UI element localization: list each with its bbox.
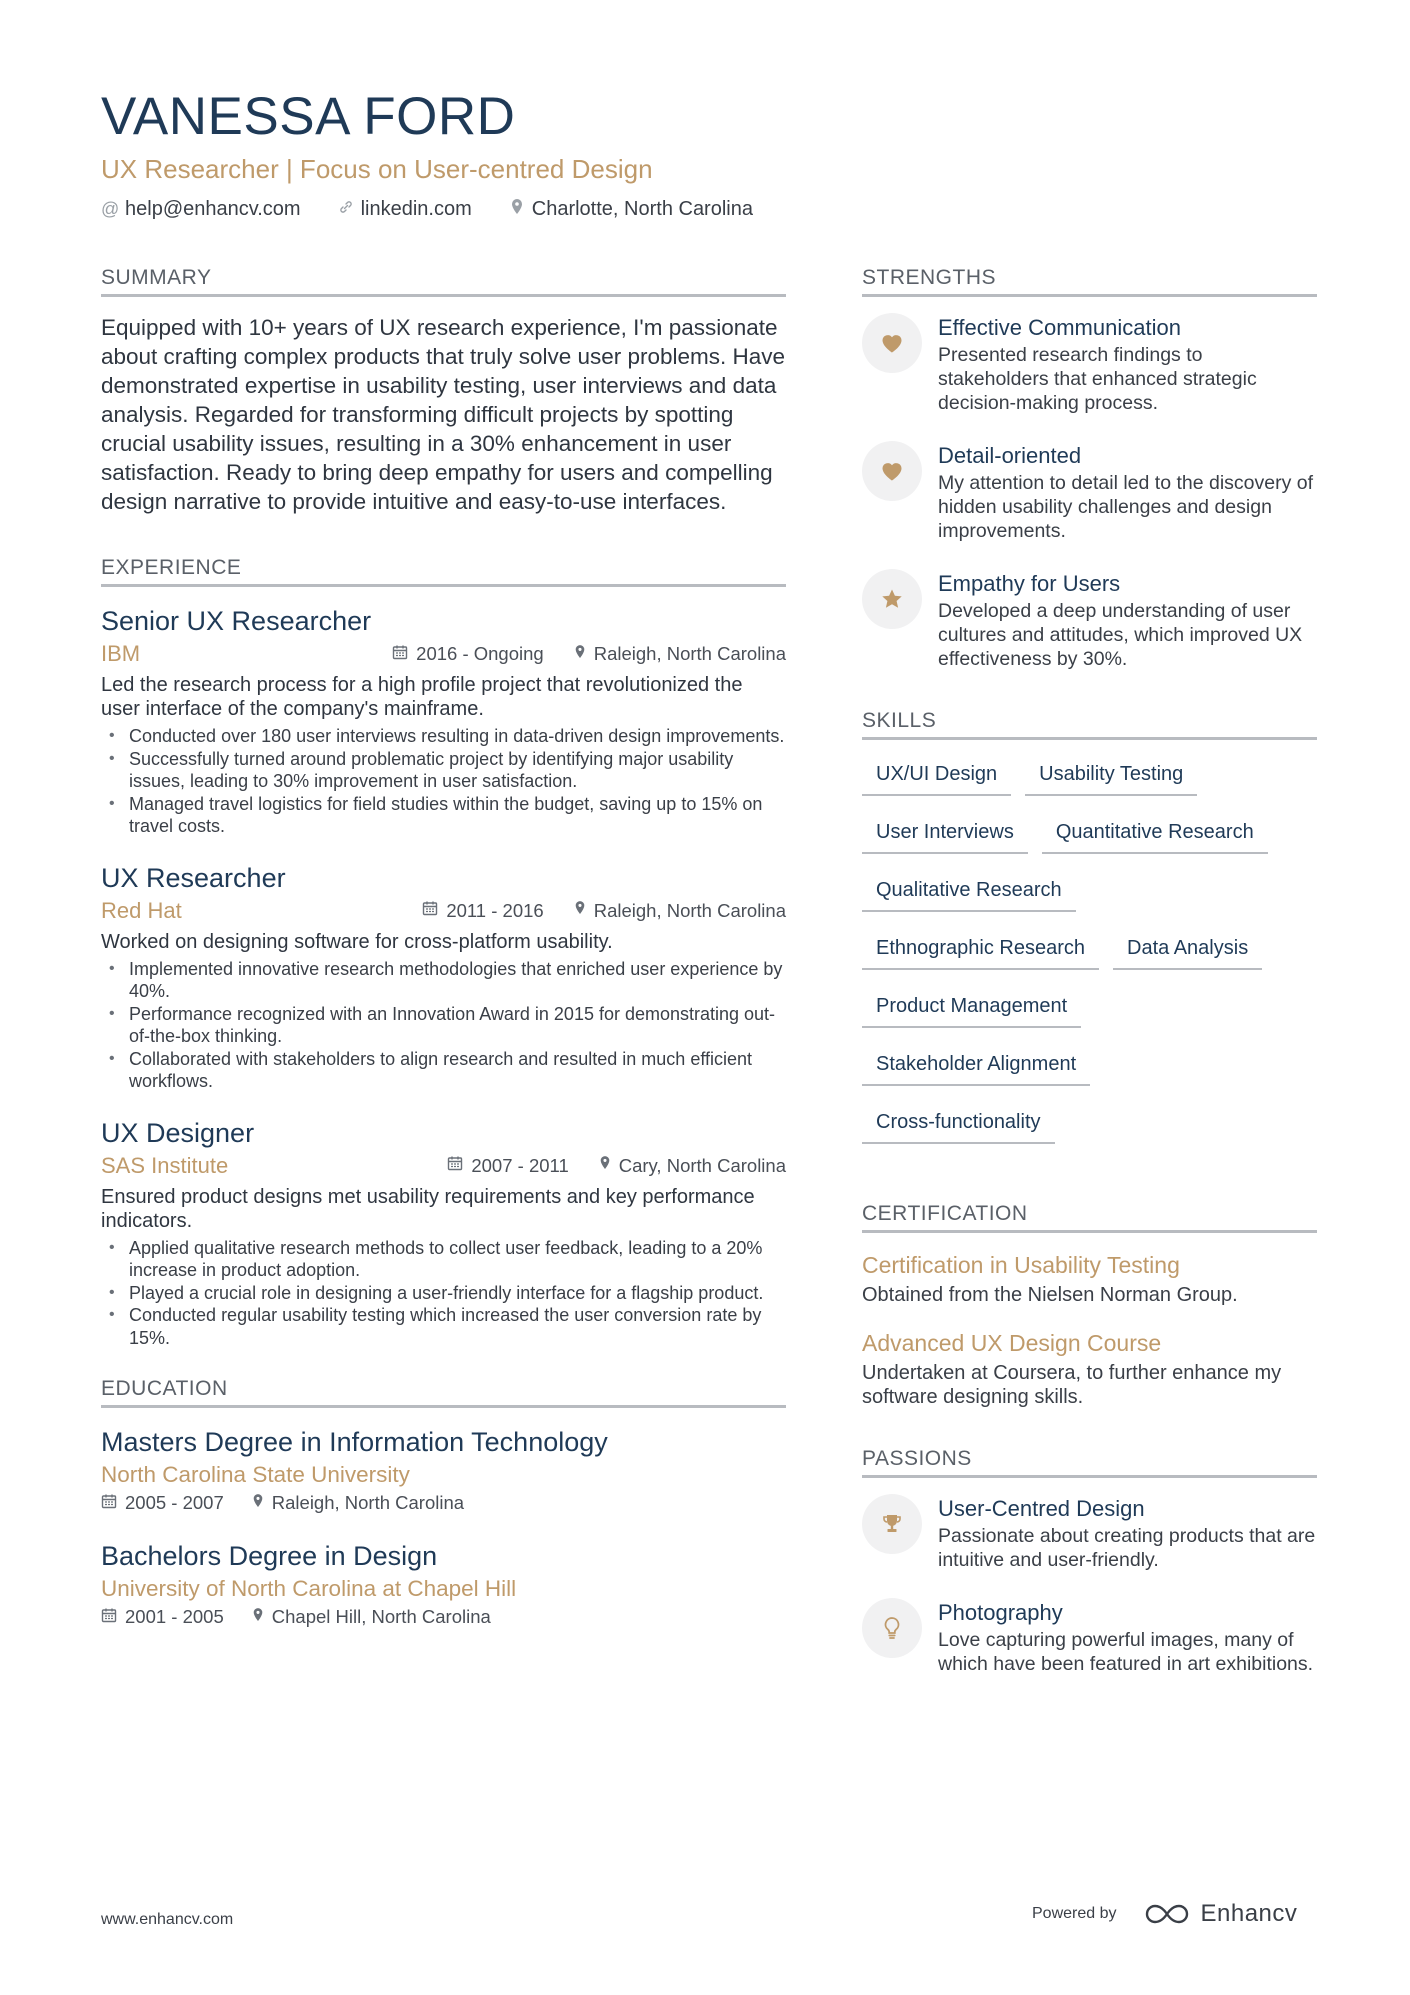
location-pin-icon — [574, 644, 586, 665]
school-name: North Carolina State University — [101, 1462, 410, 1487]
job-bullet: • Conducted regular usability testing which increased the user conversion rate by 15%. — [101, 1304, 786, 1349]
strength-body — [938, 441, 1317, 543]
education-location — [252, 1606, 491, 1628]
passion-body — [938, 1598, 1317, 1676]
education-location-text: Chapel Hill, North Carolina — [271, 1606, 491, 1627]
location-text: Charlotte, North Carolina — [531, 198, 753, 220]
passion-title: Photography — [938, 1600, 1063, 1625]
job-entry — [101, 1115, 786, 1350]
certification-item — [862, 1327, 1317, 1409]
experience-section — [101, 556, 786, 1349]
contact-linkedin[interactable] — [337, 198, 472, 221]
skill-tag: Quantitative Research — [1042, 814, 1268, 854]
calendar-icon — [392, 644, 408, 665]
job-meta — [101, 641, 786, 667]
passion-item — [862, 1598, 1317, 1676]
calendar-icon — [101, 1493, 117, 1514]
left-column — [101, 266, 786, 1652]
job-company: Red Hat — [101, 897, 182, 923]
star-icon — [862, 569, 922, 629]
job-title: Senior UX Researcher — [101, 606, 372, 636]
location-pin-icon — [508, 198, 526, 221]
skills-section — [862, 709, 1317, 1162]
skill-tag: Cross-functionality — [862, 1104, 1055, 1144]
education-location-text: Raleigh, North Carolina — [271, 1492, 465, 1513]
brand-logo[interactable] — [1145, 1900, 1298, 1928]
strength-item — [862, 441, 1317, 543]
job-bullet: • Conducted over 180 user interviews resulting in data-driven design improvements. — [101, 725, 786, 748]
education-dates-text: 2001 - 2005 — [125, 1606, 224, 1627]
strength-text: Developed a deep understanding of user cultures and attitudes, which improved UX effectiveness by 30%. — [938, 600, 1303, 670]
location-pin-icon — [252, 1607, 264, 1628]
education-dates-text: 2005 - 2007 — [125, 1492, 224, 1513]
trophy-icon — [862, 1494, 922, 1554]
job-meta-right — [392, 900, 786, 922]
skill-tag: Ethnographic Research — [862, 930, 1099, 970]
certification-text: Obtained from the Nielsen Norman Group. — [862, 1284, 1238, 1306]
passions-heading: PASSIONS — [862, 1447, 1317, 1478]
certification-heading: CERTIFICATION — [862, 1202, 1317, 1233]
footer-branding — [1032, 1900, 1297, 1928]
job-bullet: • Played a crucial role in designing a user-friendly interface for a flagship product. — [101, 1282, 786, 1305]
passion-text: Passionate about creating products that are intuitive and user-friendly. — [938, 1525, 1316, 1571]
job-meta — [101, 898, 786, 924]
education-entry — [101, 1424, 786, 1514]
school-name: University of North Carolina at Chapel Hill — [101, 1576, 517, 1601]
strength-title: Detail-oriented — [938, 443, 1082, 468]
job-bullet: • Managed travel logistics for field studies within the budget, saving up to 15% on travel costs. — [101, 793, 786, 838]
contact-email[interactable] — [101, 198, 301, 221]
job-entry — [101, 603, 786, 838]
education-dates — [101, 1492, 224, 1514]
strength-text: My attention to detail led to the discovery of hidden usability challenges and design improvements. — [938, 472, 1314, 542]
footer-website[interactable]: www.enhancv.com — [101, 1911, 234, 1928]
contact-row — [101, 198, 1301, 221]
job-bullets — [101, 958, 786, 1093]
job-location-text: Raleigh, North Carolina — [593, 643, 786, 664]
job-location — [574, 900, 786, 922]
skill-tag: Stakeholder Alignment — [862, 1046, 1090, 1086]
education-section — [101, 1377, 786, 1628]
strength-item — [862, 569, 1317, 671]
candidate-title: UX Researcher | Focus on User-centred Design — [101, 154, 653, 184]
experience-heading: EXPERIENCE — [101, 556, 786, 587]
certification-title: Advanced UX Design Course — [862, 1330, 1162, 1356]
location-pin-icon — [574, 900, 586, 921]
job-dates-text: 2007 - 2011 — [471, 1154, 569, 1176]
education-location — [252, 1492, 464, 1514]
skill-tag: Product Management — [862, 988, 1081, 1028]
skills-heading: SKILLS — [862, 709, 1317, 740]
passion-body — [938, 1494, 1317, 1572]
job-bullets — [101, 1237, 786, 1350]
certification-text: Undertaken at Coursera, to further enhance my software designing skills. — [862, 1362, 1282, 1408]
link-icon — [337, 199, 355, 220]
education-meta — [101, 1606, 786, 1628]
job-location-text: Cary, North Carolina — [618, 1154, 786, 1176]
job-location-text: Raleigh, North Carolina — [593, 899, 786, 921]
job-description: Ensured product designs met usability requirements and key performance indicators. — [101, 1185, 755, 1232]
strength-body — [938, 313, 1317, 415]
job-company: IBM — [101, 641, 141, 666]
strengths-heading: STRENGTHS — [862, 266, 1317, 297]
degree-title: Masters Degree in Information Technology — [101, 1427, 608, 1457]
skill-tag: Usability Testing — [1025, 756, 1197, 796]
job-entry — [101, 860, 786, 1093]
education-dates — [101, 1606, 224, 1628]
lightbulb-icon — [862, 1598, 922, 1658]
skill-tag: Data Analysis — [1113, 930, 1262, 970]
passion-title: User-Centred Design — [938, 1496, 1145, 1521]
calendar-icon — [101, 1607, 117, 1628]
job-location — [574, 643, 786, 665]
job-meta — [101, 1153, 786, 1179]
education-heading: EDUCATION — [101, 1377, 786, 1408]
strength-body — [938, 569, 1317, 671]
skills-list — [862, 756, 1317, 1162]
job-dates — [422, 900, 543, 922]
job-bullet: • Applied qualitative research methods to collect user feedback, leading to a 20% increase in product adoption. — [101, 1237, 786, 1282]
passion-text: Love capturing powerful images, many of which have been featured in art exhibitions. — [938, 1629, 1314, 1675]
education-entry — [101, 1538, 786, 1628]
job-dates — [447, 1155, 568, 1177]
job-description: Led the research process for a high profile project that revolutionized the user interface of the company's mainframe. — [101, 674, 743, 720]
certification-section — [862, 1202, 1317, 1409]
heart-icon — [862, 441, 922, 501]
job-dates-text: 2016 - Ongoing — [416, 643, 544, 664]
job-company: SAS Institute — [101, 1152, 229, 1178]
at-icon: @ — [101, 199, 120, 219]
skill-tag: User Interviews — [862, 814, 1028, 854]
job-meta-right — [417, 1155, 786, 1177]
summary-text: Equipped with 10+ years of UX research experience, I'm passionate about crafting complex products that truly solve user problems. Have demonstrated expertise in usability testing, user interviews and data analysis. Regarded for transforming difficult projects by spotting crucial usability issues, resulting in a 30% enhancement in user satisfaction. Ready to bring deep empathy for users and compelling design narrative to provide intuitive and easy-to-use interfaces. — [101, 315, 786, 514]
brand-name: Enhancv — [1200, 1900, 1298, 1927]
job-dates-text: 2011 - 2016 — [446, 899, 544, 921]
powered-by-text: Powered by — [1032, 1905, 1117, 1922]
job-dates — [392, 643, 544, 665]
strength-title: Empathy for Users — [938, 571, 1121, 596]
location-pin-icon — [599, 1155, 611, 1176]
job-bullet: • Collaborated with stakeholders to align research and resulted in much efficient workflows. — [101, 1048, 786, 1093]
job-title: UX Designer — [101, 1117, 255, 1148]
passion-item — [862, 1494, 1317, 1572]
degree-title: Bachelors Degree in Design — [101, 1541, 438, 1571]
location-pin-icon — [252, 1493, 264, 1514]
calendar-icon — [422, 900, 438, 921]
strength-title: Effective Communication — [938, 315, 1181, 340]
job-title: UX Researcher — [101, 862, 286, 893]
job-meta-right — [362, 643, 786, 665]
calendar-icon — [447, 1155, 463, 1176]
strength-text: Presented research findings to stakeholders that enhanced strategic decision-making process. — [938, 344, 1257, 414]
certification-item — [862, 1249, 1317, 1307]
right-column — [862, 266, 1317, 1702]
education-meta — [101, 1492, 786, 1514]
job-bullet: • Performance recognized with an Innovation Award in 2015 for demonstrating out-of-the-box thinking. — [101, 1003, 786, 1048]
resume-header — [101, 86, 1301, 221]
candidate-name: VANESSA FORD — [101, 87, 516, 146]
linkedin-text: linkedin.com — [360, 198, 472, 220]
heart-icon — [862, 313, 922, 373]
skill-tag: Qualitative Research — [862, 872, 1076, 912]
strengths-section — [862, 266, 1317, 671]
job-bullet: • Successfully turned around problematic project by identifying major usability issues, leading to 30% improvement in user satisfaction. — [101, 748, 786, 793]
strength-item — [862, 313, 1317, 415]
passions-section — [862, 1447, 1317, 1676]
job-location — [599, 1155, 786, 1177]
certification-title: Certification in Usability Testing — [862, 1252, 1180, 1278]
summary-section — [101, 266, 786, 516]
job-description: Worked on designing software for cross-platform usability. — [101, 930, 613, 953]
summary-heading: SUMMARY — [101, 266, 786, 297]
enhancv-logo-icon — [1145, 1902, 1191, 1926]
job-bullets — [101, 725, 786, 838]
email-text: help@enhancv.com — [125, 198, 301, 220]
job-bullet: • Implemented innovative research methodologies that enriched user experience by 40%. — [101, 958, 786, 1003]
contact-location — [508, 198, 753, 221]
skill-tag: UX/UI Design — [862, 756, 1011, 796]
